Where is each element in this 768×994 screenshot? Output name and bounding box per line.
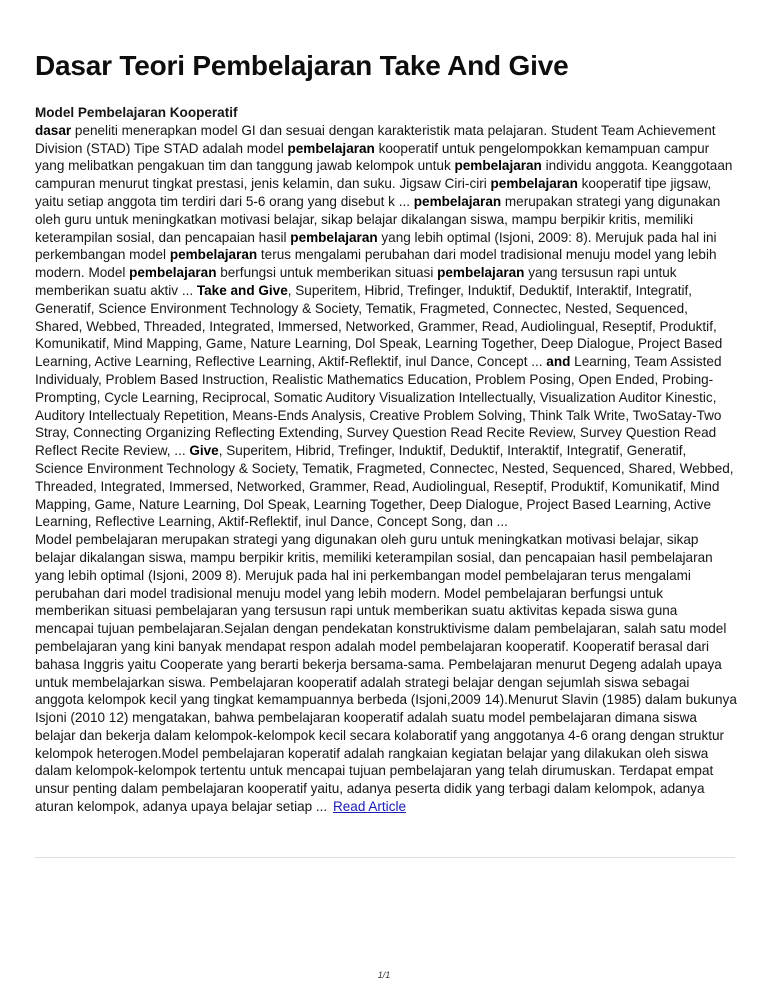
- highlighted-term: pembelajaran: [454, 158, 542, 174]
- read-article-link[interactable]: Read Article: [332, 799, 407, 815]
- snippet-text: terus mengalami perubahan dari model tradisional menuju model yang lebih modern. Model: [35, 247, 717, 281]
- snippet-text: yang lebih optimal (Isjoni, 2009: 8). Merujuk pada hal ini perkembangan model: [35, 229, 717, 263]
- highlighted-term: pembelajaran: [287, 140, 375, 156]
- snippet-text: kooperatif untuk pengelompokkan kemampuan campur yang melibatkan pengakuan tim dan tanggung jawab kelompok untuk: [35, 140, 710, 174]
- snippet-text: yang tersusun rapi untuk memberikan suatu aktiv ...: [35, 265, 677, 298]
- highlighted-term: pembelajaran: [129, 265, 217, 281]
- snippet-text: berfungsi untuk memberikan situasi: [216, 265, 438, 281]
- snippet-text: , Superitem, Hibrid, Trefinger, Induktif, Deduktif, Interaktif, Integratif, Generatif, Science Environment Technology & Society, Tematik, Fragmeted, Connectec, Nested, Sequenced, Shared, Webbed, Threaded, Integrated, Immersed, Networked, Grammer, Read, Audiolingual, Reseptif, Produktif, Komunikatif, Mind Mapping, Game, Nature Learning, Dol Speak, Learning Together, Deep Dialogue, Project Based Learning, Active Learning, Reflective Learning, Aktif-Reflektif, inul Dance, Concept Song, dan ...: [35, 443, 734, 530]
- highlighted-term: pembelajaran: [169, 247, 258, 263]
- snippet-text: , Superitem, Hibrid, Trefinger, Induktif, Deduktif, Interaktif, Integratif, Generatif, Science Environment Technology & Society, Tematik, Fragmeted, Connectec, Nested, Sequenced, Shared, Webbed, Threaded, Integrated, Immersed, Networked, Grammer, Read, Audiolingual, Reseptif, Produktif, Komunikatif, Mind Mapping, Game, Nature Learning, Dol Speak, Learning Together, Deep Dialogue, Project Based Learning, Active Learning, Reflective Learning, Aktif-Reflektif, inul Dance, Concept ...: [35, 282, 723, 370]
- highlighted-term: pembelajaran: [490, 176, 578, 192]
- page-title: Dasar Teori Pembelajaran Take And Give: [35, 50, 569, 81]
- snippet-text: Learning, Team Assisted Individualy, Problem Based Instruction, Realistic Mathematics Education, Problem Posing, Open Ended, Probing-Prompting, Cycle Learning, Reciprocal, Somatic Auditory Visualization Intellectually, Visualization Auditor Kinestic, Auditory Intellectualy Repetition, Means-Ends Analysis, Creative Problem Solving, Think Talk Write, TwoSatay-Two Stray, Connecting Organizing Reflecting Extending, Survey Question Read Recite Review, Survey Question Read Reflect Recite Review, ...: [35, 354, 722, 459]
- divider: [35, 857, 735, 858]
- snippet-text: individu anggota. Keanggotaan campuran menurut tingkat prestasi, jenis kelamin, dan suku. Jigsaw Ciri-ciri: [35, 158, 733, 192]
- snippet-text: kooperatif tipe jigsaw, yaitu setiap anggota tim terdiri dari 5-6 orang yang disebut k ...: [35, 176, 712, 209]
- highlighted-term: and: [546, 354, 571, 370]
- page-number: 1/1: [377, 970, 391, 980]
- highlighted-term: Give: [189, 443, 219, 459]
- highlighted-term: pembelajaran: [437, 265, 525, 281]
- highlighted-term: dasar: [35, 122, 72, 138]
- article-body-text: Model pembelajaran merupakan strategi yang digunakan oleh guru untuk meningkatkan motivasi belajar, sikap belajar dikalangan siswa, mampu berpikir kritis, memiliki keterampilan sosial, dan pencapaian hasil pembelajaran yang lebih optimal (Isjoni, 2009 8). Merujuk pada hal ini perkembangan model pembelajaran terus mengalami perubahan dari model tradisional menuju model yang lebih modern. Model pembelajaran berfungsi untuk memberikan situasi pembelajaran yang tersusun rapi untuk memberikan suatu aktivitas kepada siswa guna mencapai tujuan pembelajaran.Sejalan dengan pendekatan konstruktivisme dalam pembelajaran, salah satu model pembelajaran yang kini banyak mendapat respon adalah model pembelajaran kooperatif. Kooperatif berasal dari bahasa Inggris yaitu Cooperate yang berarti bekerja bersama-sama. Pembelajaran menurut Degeng adalah upaya untuk membelajarkan siswa. Pembelajaran kooperatif adalah strategi belajar dengan sejumlah siswa sebagai anggota kelompok kecil yang tingkat kemampuannya berbeda (Isjoni,2009 14).Menurut Slavin (1985) dalam bukunya Isjoni (2010 12) mengatakan, bahwa pembelajaran kooperatif adalah suatu model pembelajaran dimana siswa belajar dan bekerja dalam kelompok-kelompok kecil secara kolaboratif yang anggotanya 4-6 orang dengan struktur kelompok heterogen.Model pembelajaran koperatif adalah rangkaian kegiatan belajar yang dilakukan oleh siswa dalam kelompok-kelompok tertentu untuk mencapai tujuan pembelajaran yang telah dirumuskan. Terdapat empat unsur penting dalam pembelajaran kooperatif yaitu, adanya peserta didik yang terbagi dalam kelompok, adanya aturan kelompok, adanya upaya belajar setiap ...: [35, 532, 737, 815]
- highlighted-term: pembelajaran: [413, 193, 502, 209]
- article-content: [35, 104, 737, 816]
- snippet-text: merupakan strategi yang digunakan oleh guru untuk meningkatkan motivasi belajar, sikap belajar dikalangan siswa, mampu berpikir kritis, memiliki keterampilan sosial, dan pencapaian hasil: [35, 193, 721, 245]
- highlighted-term: Take and Give: [196, 282, 288, 298]
- snippet-text: peneliti menerapkan model GI dan sesuai dengan karakteristik mata pelajaran. Student Team Achievement Division (STAD) Tipe STAD adalah model: [35, 122, 716, 156]
- article-body: [35, 531, 737, 816]
- highlighted-term: pembelajaran: [290, 229, 378, 245]
- section-subheading: Model Pembelajaran Kooperatif: [35, 105, 238, 120]
- search-snippet: [35, 122, 737, 531]
